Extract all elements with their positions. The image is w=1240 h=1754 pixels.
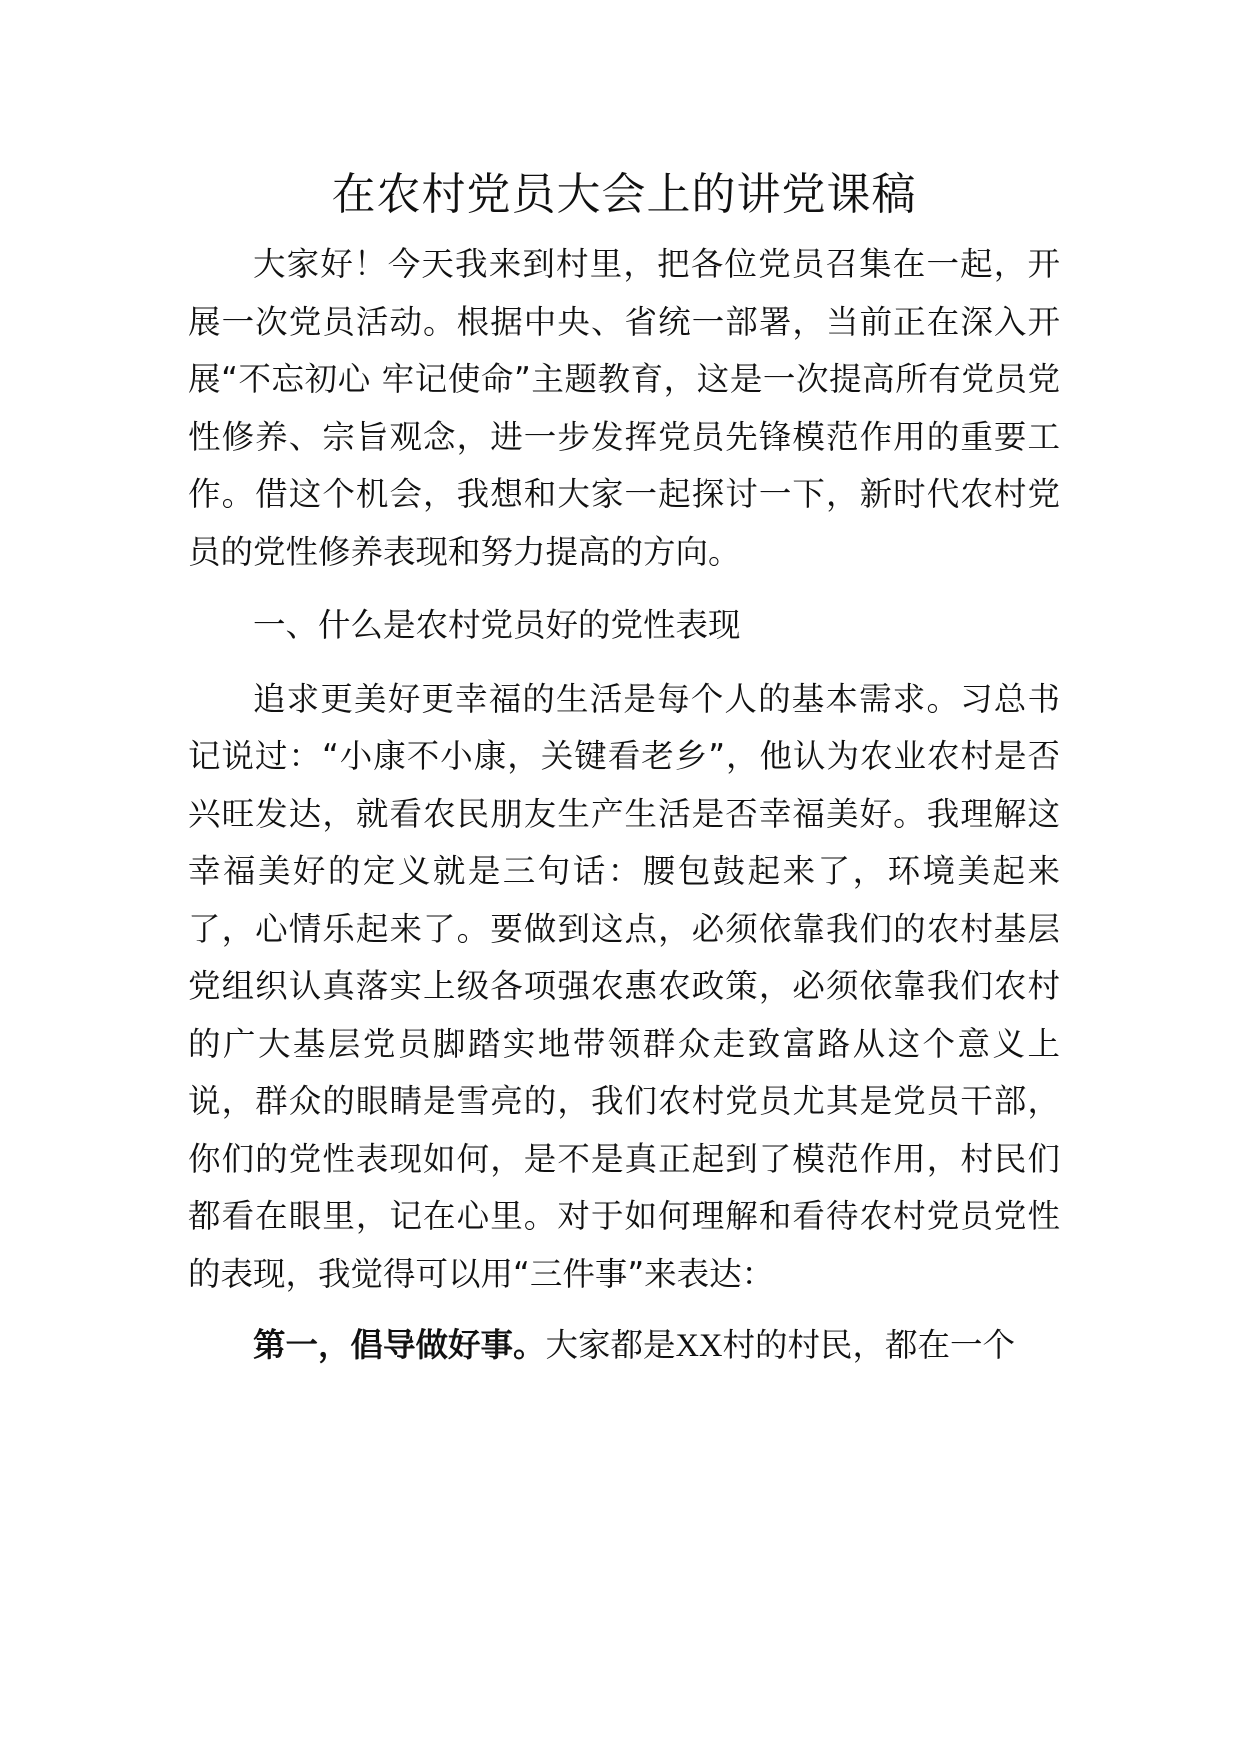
point-1-text-a: 大家都是 xyxy=(545,1326,676,1364)
point-1-text-b: 村的村民，都在一个 xyxy=(722,1326,1015,1364)
point-1-village-name: XX xyxy=(675,1328,723,1364)
intro-paragraph: 大家好！今天我来到村里，把各位党员召集在一起，开展一次党员活动。根据中央、省统一部署，当前正在深入开展“不忘初心 牢记使命”主题教育，这是一次提高所有党员党性修养、宗旨观念，进一步发挥党员先锋模范作用的重要工作。借这个机会，我想和大家一起探讨一下，新时代农村党员的党性修养表现和努力提高的方向。 xyxy=(188,245,1060,571)
document-body xyxy=(188,158,1060,1376)
document-title: 在农村党员大会上的讲党课稿 xyxy=(331,169,917,220)
section-1-paragraph: 追求更美好更幸福的生活是每个人的基本需求。习总书记说过：“小康不小康，关键看老乡”，他认为农业农村是否兴旺发达，就看农民朋友生产生活是否幸福美好。我理解这幸福美好的定义就是三句话：腰包鼓起来了，环境美起来了，心情乐起来了。要做到这点，必须依靠我们的农村基层党组织认真落实上级各项强农惠农政策，必须依靠我们农村的广大基层党员脚踏实地带领群众走致富路从这个意义上说，群众的眼睛是雪亮的，我们农村党员尤其是党员干部，你们的党性表现如何，是不是真正起到了模范作用，村民们都看在眼里，记在心里。对于如何理解和看待农村党员党性的表现，我觉得可以用“三件事”来表达： xyxy=(188,679,1060,1293)
point-1-paragraph xyxy=(188,1317,1060,1376)
point-1-lead: 第一，倡导做好事。 xyxy=(253,1326,546,1364)
section-heading-1: 一、什么是农村党员好的党性表现 xyxy=(253,606,741,644)
